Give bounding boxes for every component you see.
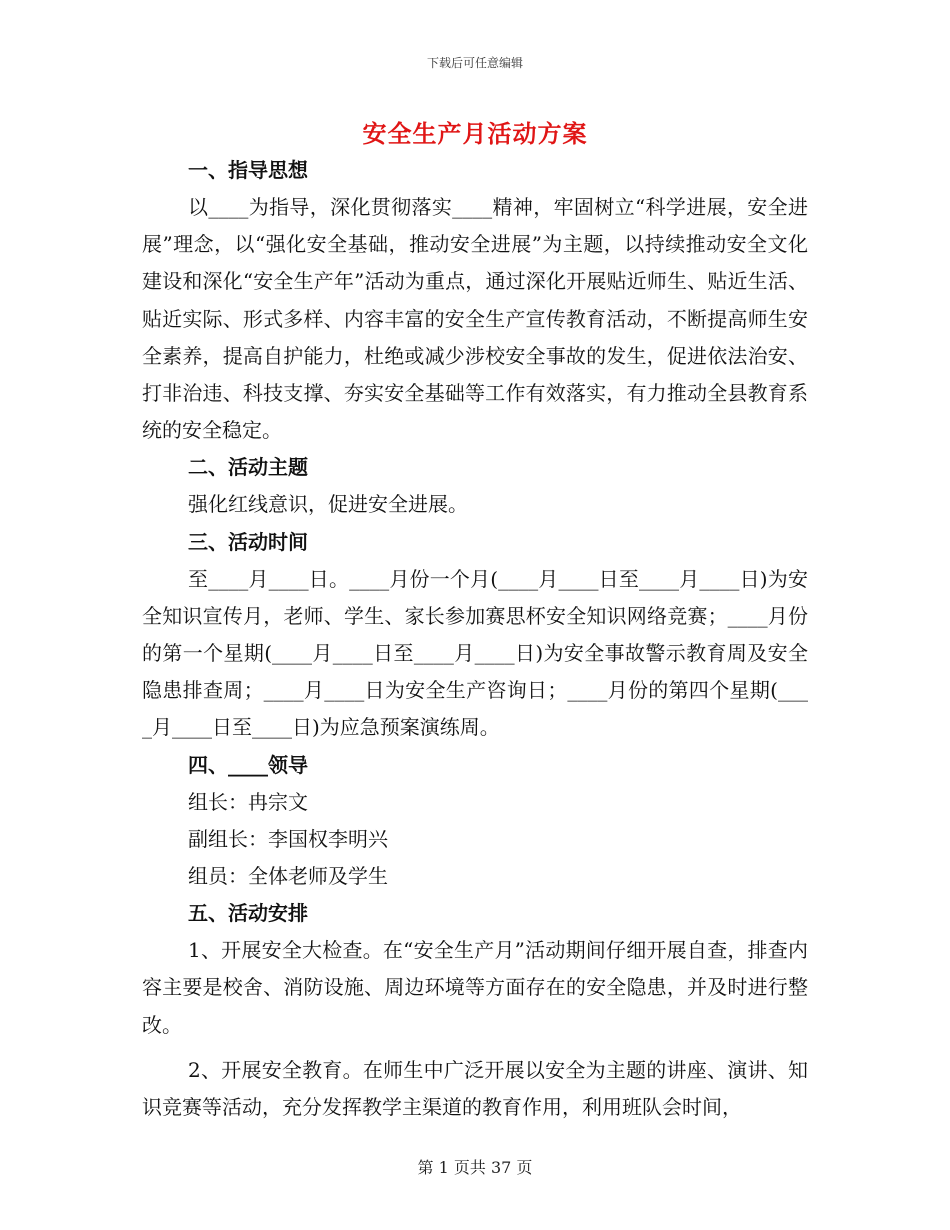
section-heading-guiding-ideology: 一、指导思想 [188,158,308,182]
document-title: 安全生产月活动方案 [362,119,588,148]
section-line-activity-theme: 强化红线意识，促进安全进展。 [188,492,468,517]
section-heading-leadership: 四、____领导 [188,752,308,777]
section-paragraph-activity-time: 至____月____日。____月份一个月(____月____日至____月____日)为安全知识宣传月，老师、学生、家长参加赛思杯安全知识网络竞赛；____月份的第一个星期(____月____日至____月____日)为安全事故警示教育周及安全隐患排查周；____月____日为安全生产咨询日；____月份的第四个星期(____月____日至____日)为应急预案演练周。 [142,566,808,740]
arrangement-item-1: 1、开展安全大检查。在“安全生产月”活动期间仔细开展自查，排查内容主要是校舍、消防设施、周边环境等方面存在的安全隐患，并及时进行整改。 [142,938,808,1037]
section-heading-activity-arrangement: 五、活动安排 [188,901,308,926]
paragraph-gap [142,1044,808,1052]
section-heading-activity-theme: 二、活动主题 [188,455,308,480]
section-paragraph-guiding-ideology: 以____为指导，深化贯彻落实____精神，牢固树立“科学进展，安全进展”理念，以“强化安全基础，推动安全进展”为主题，以持续推动安全文化建设和深化“安全生产年”活动为重点，通过深化开展贴近师生、贴近生活、贴近实际、形式多样、内容丰富的安全生产宣传教育活动，不断提高师生安全素养，提高自护能力，杜绝或减少涉校安全事故的发生，促进依法治安、打非治违、科技支撑、夯实安全基础等工作有效落实，有力推动全县教育系统的安全稳定。 [142,195,808,443]
arrangement-item-2: 2、开展安全教育。在师生中广泛开展以安全为主题的讲座、演讲、知识竞赛等活动，充分发挥教学主渠道的教育作用，利用班队会时间， [142,1057,808,1120]
page-footer: 第 1 页共 37 页 [417,1158,533,1177]
document-body [142,152,808,1126]
deputy-leader-line: 副组长：李国权李明兴 [188,826,388,851]
leader-line: 组长：冉宗文 [188,789,308,814]
members-line: 组员：全体老师及学生 [188,864,388,889]
header-note: 下载后可任意编辑 [426,56,523,70]
section-heading-activity-time: 三、活动时间 [188,529,308,554]
